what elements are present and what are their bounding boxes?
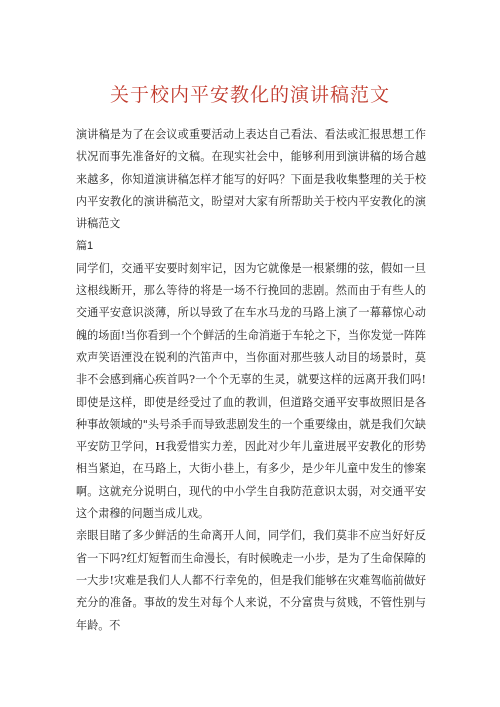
section-label: 篇1: [76, 240, 94, 253]
body-paragraph-1: 同学们，交通平安要时刻牢记，因为它就像是一根紧绷的弦，假如一旦这根线断开，那么等待的将是一场不行挽回的悲剧。然而由于有些人的交通平安意识淡薄，所以导致了在车水马龙的马路上演了一幕幕惊心动魄的场面!当你看到一个个鲜活的生命消逝于车轮之下，当你发觉一阵阵欢声笑语湮没在锐利的汽笛声中，当你面对那些骇人动目的场景时，莫非不会感到痛心疾首吗?一个个无辜的生灵，就要这样的远离开我们吗!即使是这样，即使是经受过了血的教训，但道路交通平安事故照旧是各种事故领域的"头号杀手而导致悲剧发生的一个重要缘由，就是我们欠缺平安防卫学问，H我爱惜实力差，因此对少年儿童进展平安教化的形势相当紧迫，在马路上，大街小巷上，有多少，是少年儿童中发生的惨案啊。这就充分说明白，现代的中小学生自我防范意识太弱，对交通平安这个肃穆的问题当成儿戏。: [76, 261, 426, 521]
body-paragraph-2: 亲眼目睹了多少鲜活的生命离开人间，同学们，我们莫非不应当好好反省一下吗?红灯短暂而生命漫长，有时候晚走一小步，是为了生命保障的一大步!灾难是我们人人都不行幸免的，但是我们能够在灾难驾临前做好充分的准备。事故的发生对每个人来说，不分富贵与贫贱，不管性别与年龄。不: [76, 529, 426, 632]
document-body: [76, 124, 426, 637]
page-title: 关于校内平安教化的演讲稿范文: [109, 84, 390, 106]
intro-paragraph: 演讲稿是为了在会议或重要活动上表达自己看法、看法或汇报思想工作状况而事先准备好的文稿。在现实社会中，能够利用到演讲稿的场合越来越多，你知道演讲稿怎样才能写的好吗？下面是我收集整理的关于校内平安教化的演讲稿范文，盼望对大家有所帮助关于校内平安教化的演讲稿范文: [76, 128, 426, 231]
